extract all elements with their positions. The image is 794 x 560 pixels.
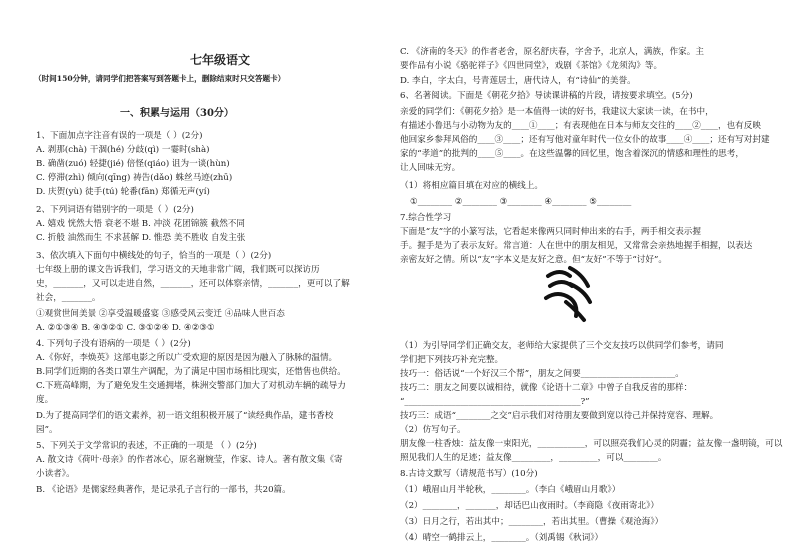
- xiaozhuan-you-icon: [540, 262, 596, 324]
- page-title: 七年级语文: [190, 53, 251, 67]
- q6-text-5: 让人回味无穷。: [400, 163, 461, 173]
- q4-option-c-cont: 度。: [36, 395, 54, 405]
- q5-option-c: C. 《济南的冬天》的作者老舍，原名舒庆春，字舍予，北京人，满族，作家。主: [400, 47, 704, 57]
- q1-option-a: A. 剥那(chà) 干涸(hé) 分歧(qì) 一霎时(shà): [36, 145, 210, 155]
- q4-option-a: A.《你好，李焕英》这部电影之所以广受欢迎的原因是因为融入了脉脉的温情。: [36, 353, 338, 363]
- q1-option-b: B. 确凿(zuó) 轻捷(jié) 倍怪(qiáo) 诅为一谈(hùn): [36, 159, 230, 169]
- q1-option-d: D. 庆贺(yù) 徒手(tú) 轮番(fān) 郑循无声(yí): [36, 187, 210, 197]
- q8-item-3: （3）日月之行，若出其中；________，若出其里。（曹操《观沧海》）: [400, 517, 664, 527]
- q7-subquestion-1: （1）为引导同学们正确交友，老师给大家提供了三个交友技巧以供同学们参考，请同: [400, 341, 724, 351]
- q7-text-2: 手。握手是为了表示友好。常言道：人在世中的朋友相见，又常常会亲热地握手相握，以表达: [400, 241, 753, 251]
- q7-tip-3: 技巧三：成语“________之交”启示我们对待朋友要做到宽以待己并保持宽容、理解。: [400, 411, 719, 421]
- section-1-heading: 一、积累与运用（30分）: [120, 108, 234, 119]
- question-4: 4. 下列句子没有语病的一项是（ ）(2分): [36, 339, 191, 349]
- q5-option-a: A. 散文诗《荷叶·母亲》的作者冰心，原名谢婉莹，作家、诗人。著有散文集《寄: [36, 455, 343, 465]
- q4-option-c: C.下班高峰期，为了避免发生交通拥堵，株洲交警部门加大了对机动车辆的疏导力: [36, 381, 346, 391]
- q3-text-3: 社会，_______。: [36, 293, 101, 303]
- q4-option-d: D.为了提高同学们的语文素养，初一语文组积极开展了“读经典作品，建书香校: [36, 411, 334, 421]
- q5-option-c-cont: 要作品有小说《骆驼祥子》《四世同堂》，戏剧《茶馆》《龙须沟》等。: [400, 61, 663, 71]
- q6-text-3: 他回家乡参拜风俗的____③____；还有写他对童年时代一位女仆的故事____④____；还有写对封建: [400, 135, 770, 145]
- q2-options-cd: C. 折般 油然而生 不求甚解 D. 惟恐 美不胜收 自发主张: [36, 233, 246, 243]
- q5-option-b: B. 《论语》是儒家经典著作，是记录孔子言行的一部书，共20篇。: [36, 485, 291, 495]
- exam-instructions: （时间150分钟，请同学们把答案写到答题卡上，删除结束时只交答题卡）: [34, 74, 286, 83]
- question-5: 5、下列关于文学常识的表述，不正确的一项是 （ ）(2分): [36, 441, 257, 451]
- q7-tip-2-blank: “_________________________________________?”: [400, 397, 590, 407]
- q7-text-3: 亲密友好之情。所以“友”字本义是友好之意。但“友好”不等于“讨好”。: [400, 255, 667, 265]
- q3-text-2: 史，_______，又可以走进自然，_______，还可以体察亲情，_______，更可以了解: [36, 279, 350, 289]
- q7-tip-1: 技巧一：俗话说“一个好汉三个帮”，朋友之间要______________________。: [400, 369, 684, 379]
- q3-sentence-choices: ①观赏世间美景 ②享受温暖盛宴 ③感受风云变迁 ④品味人世百态: [36, 309, 285, 319]
- question-8: 8.古诗文默写（请规范书写）(10分): [400, 469, 538, 479]
- q6-text-4: 家的“孝道”的批判的____⑤____。在这些温馨的回忆里，饱含着深沉的情感和理性的思考，: [400, 149, 744, 159]
- q8-item-4: （4）晴空一鹤排云上，________。（刘禹锡《秋词》）: [400, 533, 604, 543]
- q1-option-c: C. 停滞(zhì) 倾向(qīng) 祷告(dǎo) 蛛丝马迹(zhū): [36, 173, 233, 183]
- q6-text-1: 亲爱的同学们：《朝花夕拾》是一本值得一读的好书，我建议大家读一读，在书中，: [400, 107, 714, 117]
- q8-item-1: （1）峨眉山月半轮秋，________。（李白《峨眉山月歌》）: [400, 485, 621, 495]
- question-6: 6、名著阅读。下面是《朝花夕拾》导读课讲稿的片段，请按要求填空。(5分): [400, 91, 693, 101]
- q3-options: A. ②①③④ B. ④③②① C. ③①②④ D. ④②③①: [36, 323, 215, 333]
- q7-imitation-1: 朋友像一柱香烛：益友像一束阳光，___________，可以照亮我们心灵的阴霾；益友像一盏明镜，可以: [400, 439, 783, 449]
- question-2: 2、下列词语有错别字的一项是（ ）(2分): [36, 205, 194, 215]
- question-7: 7.综合性学习: [400, 213, 452, 223]
- q5-option-a-cont: 小读者》。: [36, 469, 75, 479]
- q8-item-2: （2）________，_______，却话巴山夜雨时。（李商隐《夜雨寄北》）: [400, 501, 659, 511]
- q6-subquestion-1: （1）将相应篇目填在对应的横线上。: [400, 181, 543, 191]
- q6-answer-blanks: ①________ ②________ ③________ ④________ ⑤________: [410, 197, 632, 207]
- q4-option-d-cont: 园”。: [36, 425, 58, 435]
- q4-option-b: B.同学们近期的各类口罩生产调配，为了满足中国市场相比现实，还惜售也供给。: [36, 367, 346, 377]
- q7-subquestion-2: （2）仿写句子。: [400, 425, 466, 435]
- question-1: 1、下面加点字注音有误的一项是（ ）(2分): [36, 131, 203, 141]
- q7-subquestion-1-cont: 学们把下列技巧补充完整。: [400, 355, 504, 365]
- q6-text-2: 有描述小鲁迅与小动物为友的____①____；有表现他在日本与师友交往的____②____，也有反映: [400, 121, 761, 131]
- q5-option-d: D. 李白，字太白，号青莲居士，唐代诗人，有“诗仙”的美誉。: [400, 76, 636, 86]
- question-3: 3、依次填入下面句中横线处的句子，恰当的一项是（ ）(2分): [36, 251, 272, 261]
- q3-text-1: 七年级上册的课文告诉我们，学习语文的天地非常广阔，我们既可以探访历: [36, 265, 320, 275]
- q7-tip-2: 技巧二：朋友之间要以诚相待，就像《论语十二章》中曾子自我反省的那样：: [400, 383, 693, 393]
- q2-options-ab: A. 嬉戏 恍然大悟 衰老不堪 B. 冲淡 花团锦簇 截然不同: [36, 219, 245, 229]
- q7-text-1: 下面是“友”字的小篆写法，它看起来像两只同时伸出来的右手，两手相交表示握: [400, 227, 701, 237]
- q7-imitation-2: 照见我们人生的足迹；益友像_________，_________，可以________。: [400, 453, 667, 463]
